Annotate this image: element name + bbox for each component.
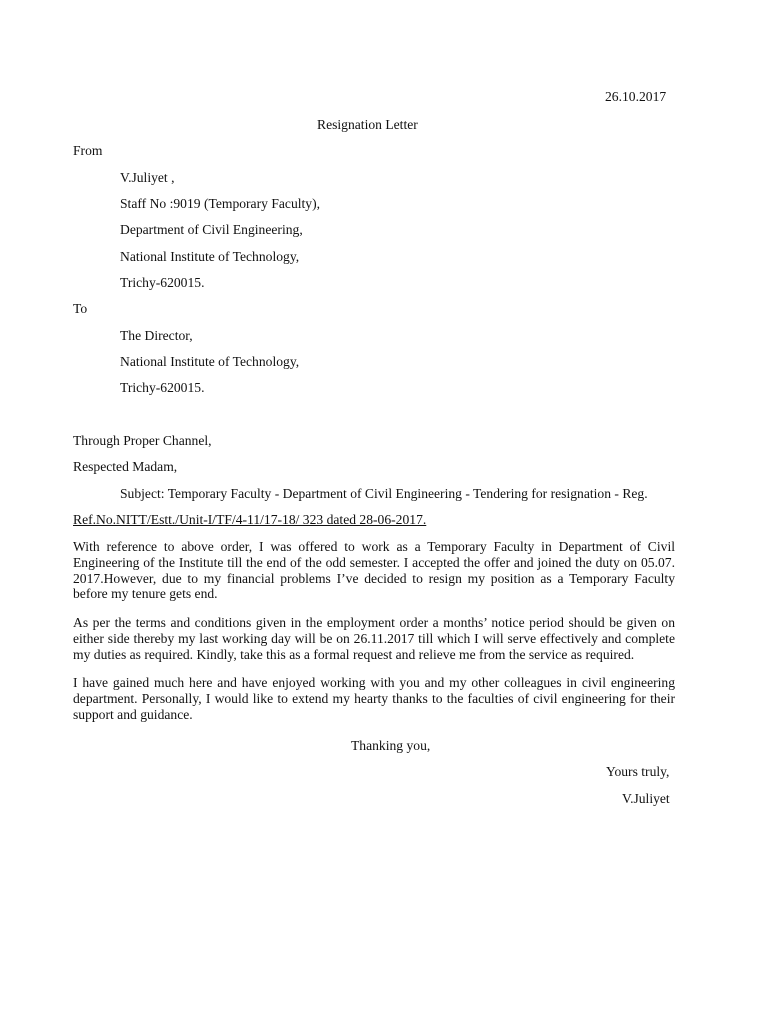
subject-line: Subject: Temporary Faculty - Department of Civil Engineering - Tendering for resignation - Reg. [120,486,648,501]
body-paragraph-2: As per the terms and conditions given in the employment order a months’ notice period should be given on either side thereby my last working day will be on 26.11.2017 till which I will serve effectively and complete my duties as required. Kindly, take this as a formal request and relieve me from the service as required. [73,615,675,662]
body-paragraph-1: With reference to above order, I was offered to work as a Temporary Faculty in Department of Civil Engineering of the Institute till the end of the odd semester. I accepted the offer and joined the duty on 05.07. 2017.However, due to my financial problems I’ve decided to resign my position as a Temporary Faculty before my tenure gets end. [73,539,675,602]
to-recipient: The Director, [120,328,193,343]
from-city: Trichy-620015. [120,275,205,290]
salutation: Respected Madam, [73,459,178,474]
reference-line: Ref.No.NITT/Estt./Unit-I/TF/4-11/17-18/ 323 dated 28-06-2017. [73,512,427,527]
from-label: From [73,143,103,158]
to-institute: National Institute of Technology, [120,354,300,369]
letter-title: Resignation Letter [317,117,418,132]
body-paragraph-3: I have gained much here and have enjoyed working with you and my other colleagues in civil engineering department. Personally, I would like to extend my hearty thanks to the faculties of civil engineering for their support and guidance. [73,675,675,722]
to-label: To [73,301,88,316]
letter-date: 26.10.2017 [605,89,667,104]
closing-line: Thanking you, [351,738,431,753]
to-city: Trichy-620015. [120,380,205,395]
signature-name: V.Juliyet [622,791,670,806]
signoff-line: Yours truly, [606,764,670,779]
from-department: Department of Civil Engineering, [120,222,303,237]
through-line: Through Proper Channel, [73,433,212,448]
from-name: V.Juliyet , [120,170,175,185]
from-staff-no: Staff No :9019 (Temporary Faculty), [120,196,321,211]
from-institute: National Institute of Technology, [120,249,300,264]
